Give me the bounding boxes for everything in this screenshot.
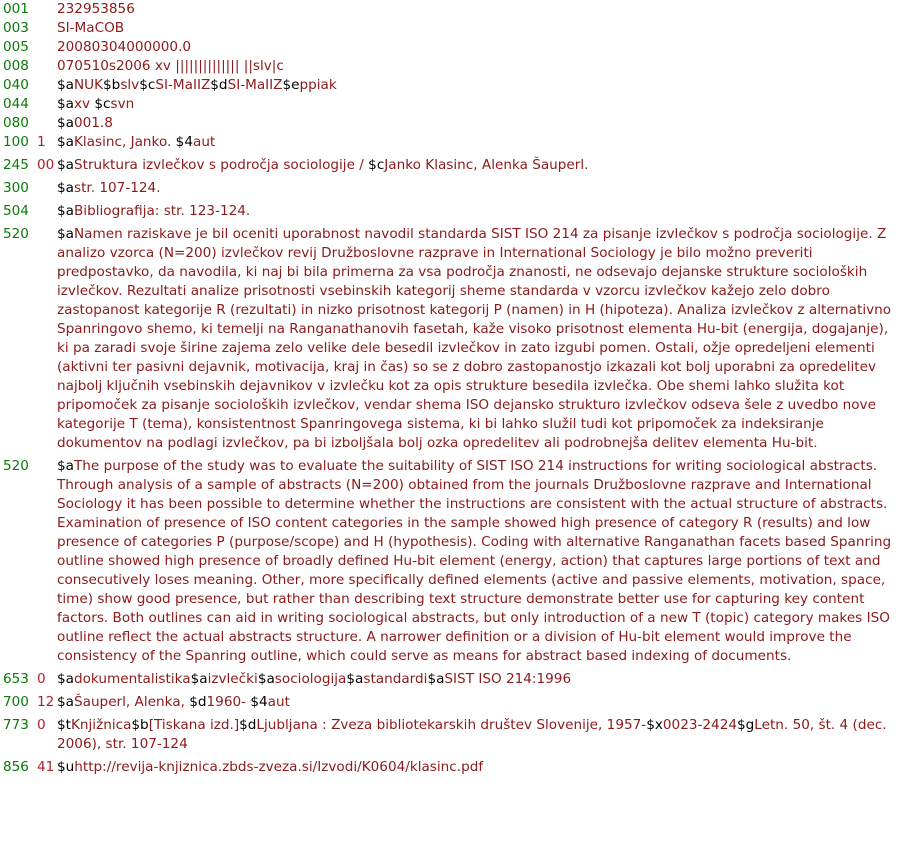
field-content [57,114,900,133]
subfield-code: $a [57,203,74,219]
subfield-value: sociologija [274,671,347,687]
field-content [57,95,900,114]
subfield-code: $a [257,671,275,687]
field-content [57,76,900,95]
subfield-value: ppiak [299,77,337,93]
subfield-value: SI-MaCOB [57,20,125,36]
field-indicators: 41 [37,759,55,775]
subfield-value: The purpose of the study was to evaluate the suitability of SIST ISO 214 instructions for writing sociological abstracts. Through analysis of a sample of abstracts (N=200) obtained from the journals Družboslovne razprave and International Sociology it has been possible to determine whether the instructions are consistent with the actual structure of abstracts. Examination of presence of ISO content categories in the sample showed high presence of category R (results) and low presence of categories P (purpose/scope) and H (hypothesis). Coding with alternative Ranganathan facets based Spanring outline showed high presence of broadly defined Hu-bit element (energy, action) that captures large portions of text and consecutively loses meaning. Other, more specifically defined elements (active and passive elements, motivation, space, time) show good presence, but rather than describing text structure demonstrate better use for capturing key content factors. Both outlines can aid in writing sociological abstracts, but only introduction of a new T (topic) category makes ISO outline reflect the actual abstracts structure. A narrower definition or a division of Hu-bit element would improve the consistency of the Spanring outline, which could serve as means for abstract based indexing of documents. [57,458,892,664]
subfield-code: $a [57,694,74,710]
field-content [57,133,900,152]
subfield-value: svn [110,96,135,112]
marc-field-row [0,716,900,754]
subfield-code: $a [57,115,74,131]
field-tag: 653 [3,671,29,687]
marc-field-row [0,76,900,95]
subfield-value: [Tiskana izd.] [148,717,240,733]
marc-field-row [0,670,900,689]
field-content [57,19,900,38]
subfield-value: aut [192,134,216,150]
subfield-code: $e [282,77,300,93]
field-content [57,156,900,175]
field-content [57,225,900,453]
subfield-value: Janko Klasinc, Alenka Šauperl. [384,157,589,173]
subfield-value: 0023-2424 [662,717,737,733]
field-content [57,716,900,754]
subfield-code: $a [57,96,74,112]
field-tag: 700 [3,694,29,710]
subfield-code: $a [346,671,364,687]
subfield-value: Letn. 50, št. 4 (dec. 2006), str. 107-124 [57,717,887,752]
field-indicators: 0 [37,717,46,733]
subfield-code: $a [57,458,74,474]
subfield-code: $a [190,671,208,687]
marc-field-row [0,0,900,19]
field-content [57,57,900,76]
field-tag: 040 [3,77,29,93]
subfield-code: $g [737,717,755,733]
field-tag: 520 [3,226,29,242]
subfield-value: Šauperl, Alenka, [73,694,190,710]
field-tag: 504 [3,203,29,219]
field-tag: 005 [3,39,29,55]
subfield-code: $a [57,157,74,173]
field-content [57,670,900,689]
marc-field-row [0,202,900,221]
subfield-value: Klasinc, Janko. [73,134,176,150]
subfield-value: SI-MaIIZ [227,77,283,93]
subfield-value: NUK [73,77,104,93]
subfield-value: Bibliografija: str. 123-124. [73,203,251,219]
subfield-code: $4 [175,134,193,150]
subfield-value: 070510s2006 xv |||||||||||||| ||slv|c [57,58,284,74]
subfield-code: $b [103,77,121,93]
subfield-code: $a [57,180,74,196]
subfield-value: 232953856 [57,1,135,17]
field-content [57,179,900,198]
subfield-value: 001.8 [73,115,113,131]
field-indicators: 12 [37,694,55,710]
field-content [57,457,900,666]
subfield-value: 1960- [206,694,251,710]
field-content [57,758,900,777]
marc-field-row [0,114,900,133]
marc-field-row [0,38,900,57]
field-tag: 773 [3,717,29,733]
subfield-code: $4 [250,694,268,710]
subfield-code: $u [57,759,75,775]
field-indicators: 0 [37,671,46,687]
subfield-value: str. 107-124. [73,180,161,196]
field-tag: 044 [3,96,29,112]
field-tag: 100 [3,134,29,150]
subfield-value: dokumentalistika [73,671,191,687]
subfield-code: $b [131,717,149,733]
field-tag: 300 [3,180,29,196]
marc-field-row [0,95,900,114]
subfield-value: 20080304000000.0 [57,39,192,55]
marc-field-row [0,758,900,777]
subfield-value: Ljubljana : Zveza bibliotekarskih društev Slovenije, 1957- [256,717,647,733]
field-indicators: 1 [37,134,46,150]
marc-field-row [0,19,900,38]
subfield-code: $a [57,77,74,93]
field-tag: 080 [3,115,29,131]
subfield-value: aut [267,694,290,710]
subfield-value: Namen raziskave je bil oceniti uporabnost navodil standarda SIST ISO 214 za pisanje izvlečkov s področja sociologije. Z analizo vzorca (N=200) izvlečkov revij Družboslovne razprave in International Sociology je bilo možno preveriti predpostavko, da navodila, ki naj bi bila primerna za vsa področja znanosti, ne odsevajo dejanske strukture socioloških izvlečkov. Rezultati analize prisotnosti vsebinskih kategorij sheme standarda v vzorcu izvlečkov kažejo zelo dobro zastopanost kategorije R (rezultati) in nizko prisotnost kategorij P (namen) in H (hipoteza). Analiza izvlečkov z alternativno Spanringovo shemo, ki temelji na Ranganathanovih fasetah, kaže visoko prisotnost elementa Hu-bit (energija, dogajanje), ki pa zaradi svoje širine zajema zelo velike dele besedil izvlečkov in zato izgubi pomen. Ostali, ožje opredeljeni elementi (aktivni ter pasivni dejavnik, motivacija, kraj in čas) so se z dobro zastopanostjo izkazali kot bolj uporabni za opredelitev najbolj ključnih vsebinskih dejavnikov v izvlečku kot za opis strukture besedila izvlečka. Obe shemi lahko služita kot pripomoček za pisanje socioloških izvlečkov, vendar shema ISO dejansko strukturo izvlečkov odseva šele z uvedbo nove kategorije T (tema), konsistentnost Spanringovega sistema, ki bi lahko služil tudi kot pripomoček za indeksiranje dokumentov na podlagi izvlečkov, pa bi izboljšala bolj ozka opredelitev ali podrobnejša delitev elementa Hu-bit. [57,226,892,451]
field-content [57,0,900,19]
subfield-code: $a [57,226,74,242]
subfield-value: Knjižnica [70,717,132,733]
marc-field-row [0,179,900,198]
marc-field-row [0,57,900,76]
subfield-code: $a [57,671,74,687]
field-content [57,202,900,221]
marc-field-row [0,457,900,666]
marc-field-row [0,133,900,152]
subfield-value[interactable]: http://revija-knjiznica.zbds-zveza.si/Izvodi/K0604/klasinc.pdf [74,759,484,775]
marc-field-row [0,225,900,453]
subfield-code: $d [239,717,257,733]
subfield-value: SIST ISO 214:1996 [444,671,572,687]
field-tag: 001 [3,1,29,17]
subfield-code: $c [368,157,385,173]
subfield-value: SI-MaIIZ [155,77,211,93]
field-tag: 008 [3,58,29,74]
field-tag: 003 [3,20,29,36]
subfield-code: $d [210,77,228,93]
field-content [57,693,900,712]
marc-field-row [0,156,900,175]
subfield-value: xv [73,96,95,112]
field-content [57,38,900,57]
field-tag: 245 [3,157,29,173]
subfield-code: $c [139,77,156,93]
field-tag: 856 [3,759,29,775]
marc-field-row [0,693,900,712]
field-indicators: 00 [37,157,55,173]
subfield-value: Struktura izvlečkov s področja sociologije / [73,157,369,173]
subfield-code: $x [646,717,663,733]
subfield-value: standardi [363,671,428,687]
subfield-code: $t [57,717,71,733]
subfield-code: $a [427,671,445,687]
subfield-code: $c [94,96,111,112]
subfield-code: $a [57,134,74,150]
field-tag: 520 [3,458,29,474]
subfield-value: izvlečki [207,671,258,687]
subfield-code: $d [189,694,207,710]
subfield-value: slv [120,77,140,93]
